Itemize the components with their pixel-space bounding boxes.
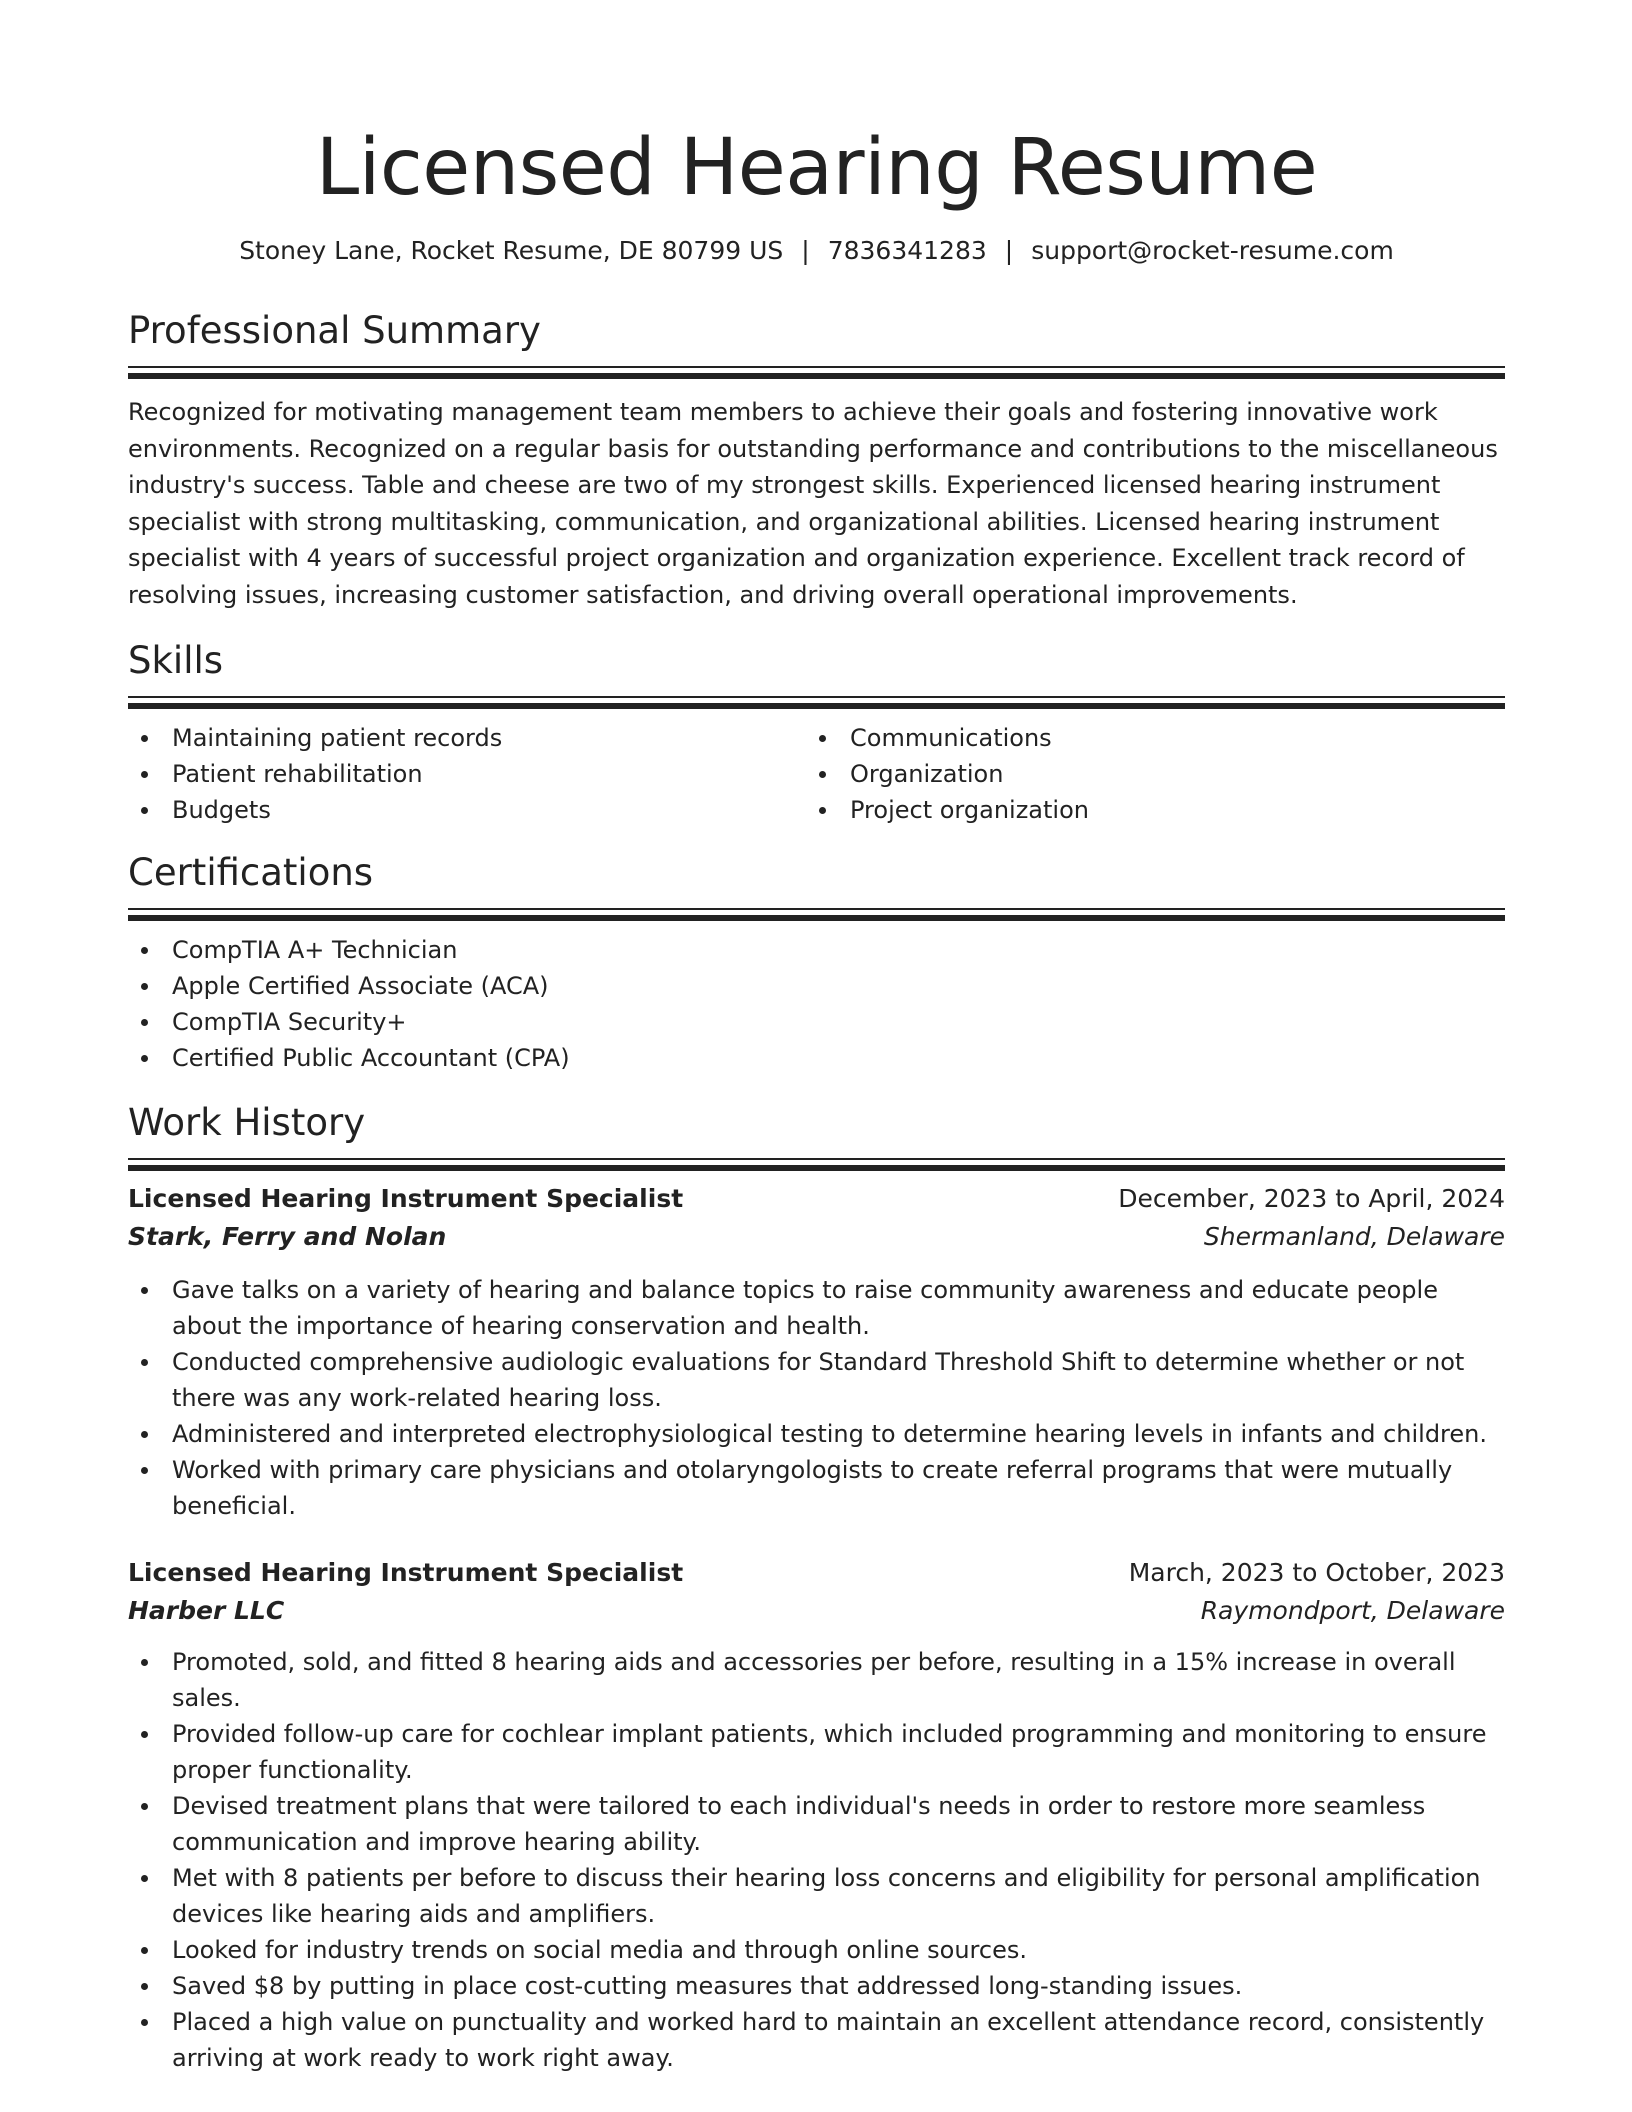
skills-section xyxy=(128,638,1505,828)
section-divider xyxy=(128,366,1505,380)
contact-line xyxy=(128,234,1505,268)
skill-item: Project organization xyxy=(806,792,1484,828)
certification-item: CompTIA A+ Technician xyxy=(128,932,1505,968)
section-divider xyxy=(128,696,1505,710)
job-bullet: Worked with primary care physicians and otolaryngologists to create referral programs that were mutually beneficial. xyxy=(128,1452,1505,1524)
skills-column-left xyxy=(128,720,806,828)
certification-item: Certified Public Accountant (CPA) xyxy=(128,1040,1505,1076)
job-bullet: Administered and interpreted electrophysiological testing to determine hearing levels in infants and children. xyxy=(128,1416,1505,1452)
section-title: Professional Summary xyxy=(128,309,541,352)
certification-item: Apple Certified Associate (ACA) xyxy=(128,968,1505,1004)
job-title: Licensed Hearing Instrument Specialist xyxy=(128,1184,684,1213)
resume-name: Licensed Hearing Resume xyxy=(315,123,1318,213)
job-bullet: Conducted comprehensive audiologic evaluations for Standard Threshold Shift to determine whether or not there was any work-related hearing loss. xyxy=(128,1344,1505,1416)
skill-item: Organization xyxy=(806,756,1484,792)
job-company: Stark, Ferry and Nolan xyxy=(128,1222,447,1251)
job-bullet: Provided follow-up care for cochlear implant patients, which included programming and monitoring to ensure proper functionality. xyxy=(128,1716,1505,1788)
skill-item: Patient rehabilitation xyxy=(128,756,806,792)
job-company: Harber LLC xyxy=(128,1596,285,1625)
contact-separator: | xyxy=(801,236,810,265)
job-dates: December, 2023 to April, 2024 xyxy=(1118,1184,1505,1213)
job-bullet: Met with 8 patients per before to discuss their hearing loss concerns and eligibility for personal amplification devices like hearing aids and amplifiers. xyxy=(128,1860,1505,1932)
job-bullet: Gave talks on a variety of hearing and balance topics to raise community awareness and educate people about the importance of hearing conservation and health. xyxy=(128,1272,1505,1344)
job-bullet: Looked for industry trends on social media and through online sources. xyxy=(128,1932,1505,1968)
summary-text: Recognized for motivating management team members to achieve their goals and fostering innovative work environments. Recognized on a regular basis for outstanding performance and contributions to the miscellaneous industry's success. Table and cheese are two of my strongest skills. Experienced licensed hearing instrument specialist with strong multitasking, communication, and organizational abilities. Licensed hearing instrument specialist with 4 years of successful project organization and organization experience. Excellent track record of resolving issues, increasing customer satisfaction, and driving overall operational improvements. xyxy=(128,398,1498,609)
job-subheader xyxy=(128,1592,1505,1630)
section-title: Skills xyxy=(128,639,224,682)
job-bullets xyxy=(128,1272,1505,1524)
skill-item: Maintaining patient records xyxy=(128,720,806,756)
contact-address: Stoney Lane, Rocket Resume, DE 80799 US xyxy=(239,236,784,265)
section-divider xyxy=(128,1158,1505,1172)
job-location: Raymondport, Delaware xyxy=(1200,1596,1505,1625)
skill-item: Budgets xyxy=(128,792,806,828)
contact-separator: | xyxy=(1004,236,1014,265)
job-title: Licensed Hearing Instrument Specialist xyxy=(128,1558,684,1587)
job-location: Shermanland, Delaware xyxy=(1203,1222,1505,1251)
section-title: Certifications xyxy=(128,851,374,894)
contact-email[interactable]: support@rocket-resume.com xyxy=(1031,236,1394,265)
job-bullet: Devised treatment plans that were tailored to each individual's needs in order to restore more seamless communication and improve hearing ability. xyxy=(128,1788,1505,1860)
certification-item: CompTIA Security+ xyxy=(128,1004,1505,1040)
job-header xyxy=(128,1180,1505,1218)
job-bullets xyxy=(128,1644,1505,2076)
section-title: Work History xyxy=(128,1101,366,1144)
job-entry xyxy=(128,1554,1505,2076)
job-bullet: Saved $8 by putting in place cost-cutting measures that addressed long-standing issues. xyxy=(128,1968,1505,2004)
certifications-section xyxy=(128,850,1505,1076)
job-bullet: Placed a high value on punctuality and worked hard to maintain an excellent attendance record, consistently arriving at work ready to work right away. xyxy=(128,2004,1505,2076)
job-subheader xyxy=(128,1218,1505,1256)
section-divider xyxy=(128,908,1505,922)
skills-grid xyxy=(128,720,1505,828)
summary-section xyxy=(128,308,1505,613)
job-header xyxy=(128,1554,1505,1592)
job-dates: March, 2023 to October, 2023 xyxy=(1128,1558,1505,1587)
job-entry xyxy=(128,1180,1505,1524)
skills-column-right xyxy=(806,720,1484,828)
skill-item: Communications xyxy=(806,720,1484,756)
contact-phone: 7836341283 xyxy=(827,236,987,265)
resume-page xyxy=(128,0,1505,2076)
work-history-section xyxy=(128,1100,1505,2076)
certifications-list xyxy=(128,932,1505,1076)
job-bullet: Promoted, sold, and fitted 8 hearing aids and accessories per before, resulting in a 15% increase in overall sales. xyxy=(128,1644,1505,1716)
